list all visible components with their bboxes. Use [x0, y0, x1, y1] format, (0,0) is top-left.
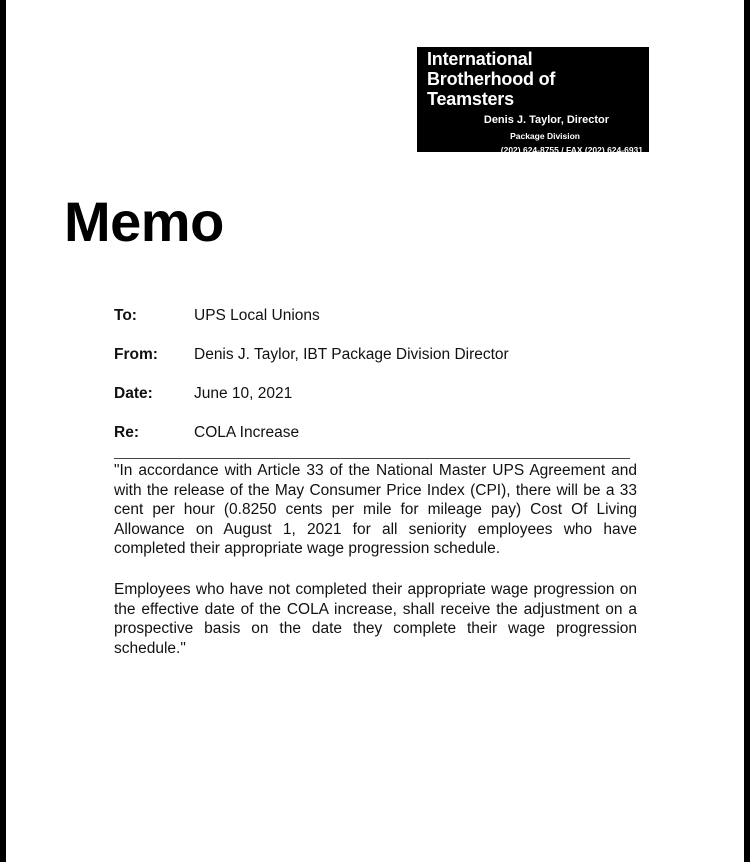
memo-title: Memo: [64, 190, 224, 253]
org-name-line-1: International: [427, 49, 533, 69]
from-value: Denis J. Taylor, IBT Package Division Director: [194, 346, 509, 363]
director-name: Denis J. Taylor, Director: [483, 114, 609, 126]
body-paragraph-2: Employees who have not completed their appropriate wage progression on the effective date of the COLA increase, shall receive the adjustment on a prospective basis on the date they complete their wage progression schedule.": [114, 581, 637, 657]
phone-fax: (202) 624-8755 / FAX (202) 624-6931: [500, 145, 643, 155]
memo-page: [6, 0, 744, 862]
org-name-line-2: Brotherhood of: [427, 69, 556, 89]
division-name: Package Division: [510, 131, 580, 141]
from-label: From:: [114, 346, 158, 363]
header-divider: [114, 458, 630, 459]
to-label: To:: [114, 307, 137, 324]
date-label: Date:: [114, 385, 153, 402]
letterhead-block: [417, 47, 649, 155]
date-value: June 10, 2021: [194, 385, 293, 402]
re-label: Re:: [114, 424, 139, 441]
body-paragraph-1: "In accordance with Article 33 of the National Master UPS Agreement and with the release of the May Consumer Price Index (CPI), there will be a 33 cent per hour (0.8250 cents per mile for mileage pay) Cost Of Living Allowance on August 1, 2021 for all seniority employees who have completed their appropriate wage progression schedule.: [114, 462, 637, 557]
re-value: COLA Increase: [194, 424, 300, 441]
org-name-line-3: Teamsters: [427, 89, 514, 109]
to-value: UPS Local Unions: [194, 307, 320, 324]
